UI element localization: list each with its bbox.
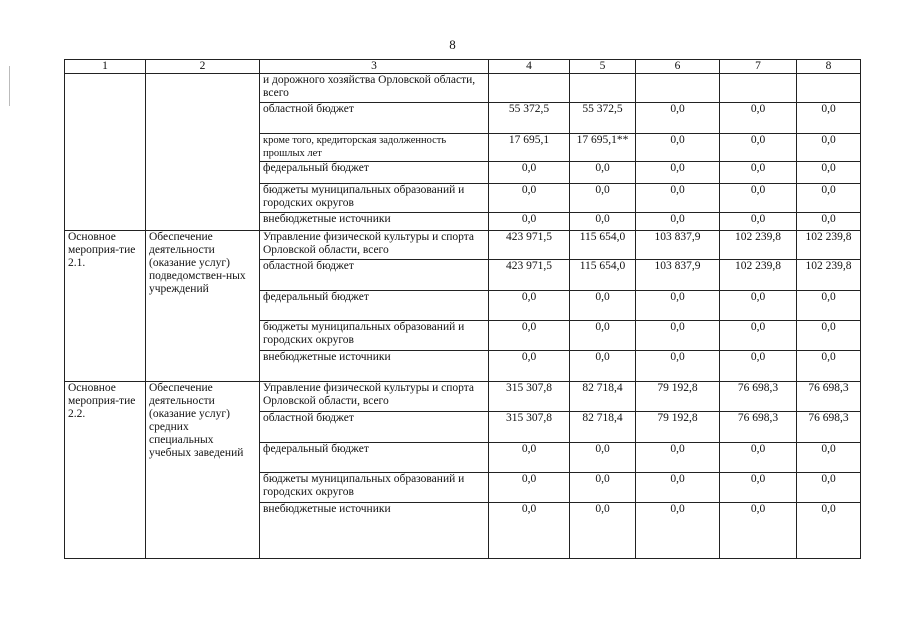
value-cell: 0,0	[797, 443, 861, 473]
header-cell-3: 3	[260, 60, 489, 74]
value-cell: 0,0	[570, 443, 636, 473]
measure-cell	[65, 74, 146, 231]
source-label: федеральный бюджет	[260, 291, 489, 321]
header-cell-6: 6	[636, 60, 720, 74]
value-cell: 0,0	[489, 321, 570, 351]
source-label: бюджеты муниципальных образований и городских округов	[260, 184, 489, 213]
value-cell: 423 971,5	[489, 260, 570, 291]
source-label: внебюджетные источники	[260, 213, 489, 231]
value-cell: 55 372,5	[570, 103, 636, 134]
value-cell: 0,0	[797, 351, 861, 382]
value-cell: 0,0	[489, 162, 570, 184]
header-row	[65, 60, 861, 74]
value-cell: 0,0	[720, 291, 797, 321]
value-cell: 55 372,5	[489, 103, 570, 134]
value-cell: 76 698,3	[797, 382, 861, 412]
value-cell: 0,0	[636, 134, 720, 162]
value-cell: 0,0	[570, 162, 636, 184]
description-cell: Обеспечение деятельности (оказание услуг) средних специальных учебных заведений	[146, 382, 260, 559]
value-cell: 0,0	[636, 291, 720, 321]
value-cell: 0,0	[489, 351, 570, 382]
value-cell	[720, 74, 797, 103]
value-cell: 315 307,8	[489, 382, 570, 412]
value-cell: 0,0	[570, 291, 636, 321]
header-cell-1: 1	[65, 60, 146, 74]
value-cell: 423 971,5	[489, 231, 570, 260]
description-cell: Обеспечение деятельности (оказание услуг) подведомствен-ных учреждений	[146, 231, 260, 382]
value-cell: 0,0	[720, 473, 797, 503]
value-cell: 0,0	[797, 184, 861, 213]
value-cell: 0,0	[720, 162, 797, 184]
value-cell: 76 698,3	[720, 412, 797, 443]
header-cell-4: 4	[489, 60, 570, 74]
value-cell: 102 239,8	[720, 260, 797, 291]
value-cell: 102 239,8	[797, 260, 861, 291]
value-cell: 0,0	[720, 184, 797, 213]
source-label: областной бюджет	[260, 260, 489, 291]
source-label: Управление физической культуры и спорта Орловской области, всего	[260, 231, 489, 260]
value-cell: 0,0	[797, 291, 861, 321]
value-cell: 0,0	[636, 443, 720, 473]
value-cell: 0,0	[489, 213, 570, 231]
value-cell: 102 239,8	[720, 231, 797, 260]
scan-edge-mark	[9, 66, 10, 106]
value-cell: 0,0	[797, 103, 861, 134]
value-cell: 0,0	[636, 162, 720, 184]
value-cell: 0,0	[636, 473, 720, 503]
value-cell: 17 695,1	[489, 134, 570, 162]
value-cell: 0,0	[797, 162, 861, 184]
source-label: и дорожного хозяйства Орловской области, всего	[260, 74, 489, 103]
value-cell: 82 718,4	[570, 412, 636, 443]
value-cell: 0,0	[636, 503, 720, 559]
value-cell	[797, 74, 861, 103]
value-cell: 0,0	[797, 213, 861, 231]
value-cell: 79 192,8	[636, 412, 720, 443]
table-row	[65, 74, 861, 103]
value-cell: 103 837,9	[636, 231, 720, 260]
value-cell: 76 698,3	[797, 412, 861, 443]
value-cell: 0,0	[489, 503, 570, 559]
value-cell: 0,0	[489, 184, 570, 213]
value-cell	[636, 74, 720, 103]
value-cell: 315 307,8	[489, 412, 570, 443]
value-cell: 0,0	[570, 321, 636, 351]
source-label: кроме того, кредиторская задолженность прошлых лет	[260, 134, 489, 162]
value-cell: 76 698,3	[720, 382, 797, 412]
header-cell-7: 7	[720, 60, 797, 74]
description-cell	[146, 74, 260, 231]
value-cell: 0,0	[636, 184, 720, 213]
source-label: бюджеты муниципальных образований и городских округов	[260, 321, 489, 351]
value-cell: 79 192,8	[636, 382, 720, 412]
source-label: областной бюджет	[260, 412, 489, 443]
source-label: областной бюджет	[260, 103, 489, 134]
value-cell: 0,0	[720, 443, 797, 473]
table-row	[65, 382, 861, 412]
value-cell: 0,0	[720, 213, 797, 231]
value-cell: 0,0	[636, 103, 720, 134]
value-cell: 0,0	[489, 473, 570, 503]
source-label: федеральный бюджет	[260, 162, 489, 184]
value-cell: 82 718,4	[570, 382, 636, 412]
value-cell: 0,0	[570, 503, 636, 559]
measure-cell: Основное мероприя-тие 2.1.	[65, 231, 146, 382]
value-cell: 0,0	[797, 134, 861, 162]
page-number: 8	[449, 37, 456, 52]
value-cell: 103 837,9	[636, 260, 720, 291]
value-cell: 0,0	[720, 134, 797, 162]
value-cell: 0,0	[570, 473, 636, 503]
value-cell: 0,0	[636, 321, 720, 351]
value-cell: 0,0	[570, 213, 636, 231]
value-cell: 102 239,8	[797, 231, 861, 260]
value-cell: 0,0	[720, 103, 797, 134]
source-label: внебюджетные источники	[260, 503, 489, 559]
source-label: бюджеты муниципальных образований и городских округов	[260, 473, 489, 503]
value-cell: 115 654,0	[570, 231, 636, 260]
value-cell: 0,0	[636, 213, 720, 231]
value-cell: 0,0	[570, 351, 636, 382]
value-cell: 0,0	[570, 184, 636, 213]
header-cell-5: 5	[570, 60, 636, 74]
header-cell-2: 2	[146, 60, 260, 74]
value-cell: 0,0	[797, 321, 861, 351]
value-cell: 0,0	[720, 351, 797, 382]
table-row	[65, 231, 861, 260]
measure-cell: Основное мероприя-тие 2.2.	[65, 382, 146, 559]
value-cell: 0,0	[797, 473, 861, 503]
value-cell: 0,0	[720, 503, 797, 559]
value-cell: 0,0	[797, 503, 861, 559]
value-cell: 17 695,1**	[570, 134, 636, 162]
value-cell	[570, 74, 636, 103]
value-cell: 0,0	[636, 351, 720, 382]
value-cell: 0,0	[720, 321, 797, 351]
header-cell-8: 8	[797, 60, 861, 74]
budget-table	[64, 59, 861, 559]
source-label: федеральный бюджет	[260, 443, 489, 473]
value-cell: 0,0	[489, 291, 570, 321]
source-label: внебюджетные источники	[260, 351, 489, 382]
value-cell	[489, 74, 570, 103]
value-cell: 115 654,0	[570, 260, 636, 291]
value-cell: 0,0	[489, 443, 570, 473]
source-label: Управление физической культуры и спорта Орловской области, всего	[260, 382, 489, 412]
